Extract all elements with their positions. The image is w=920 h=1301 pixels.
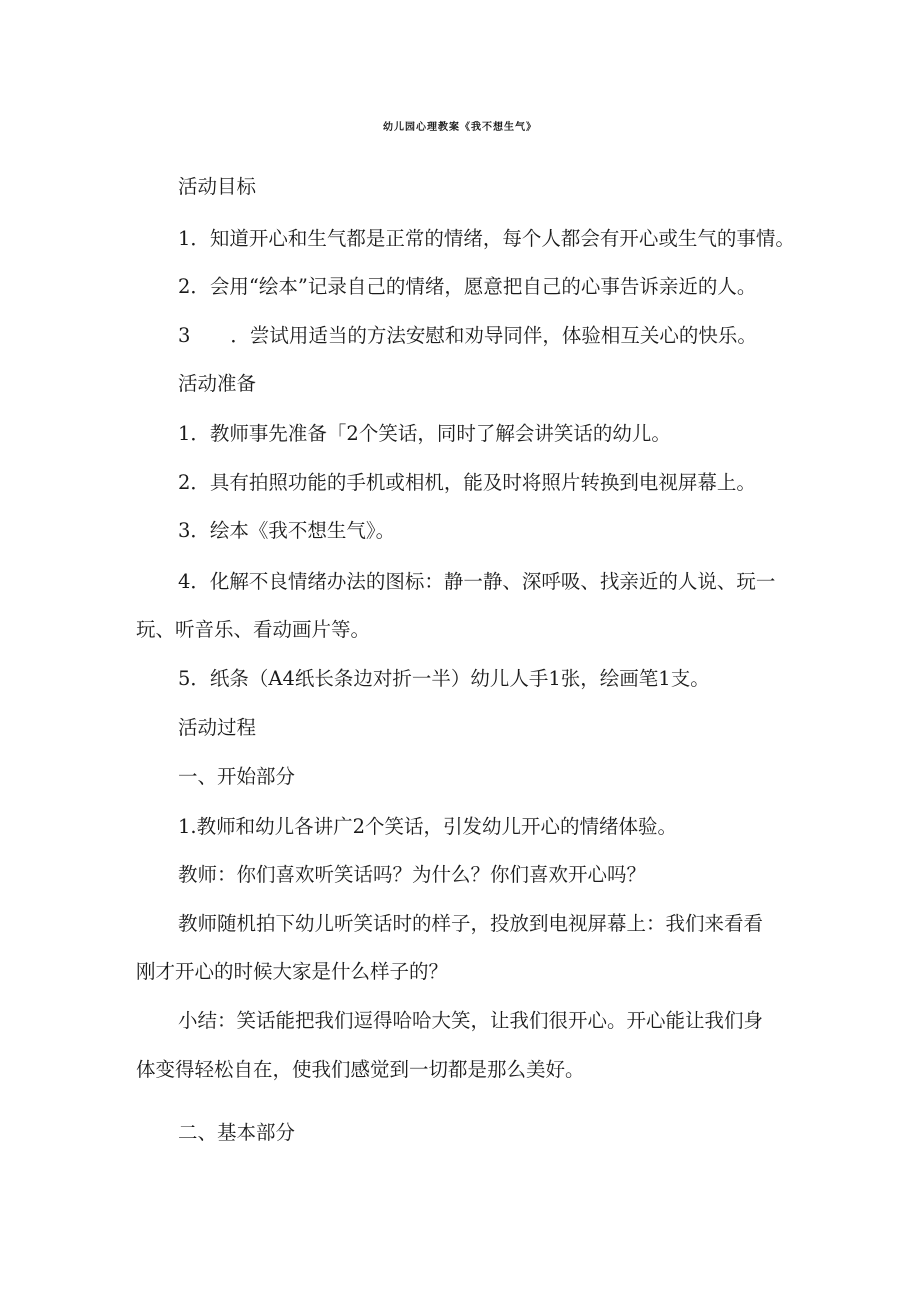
goal-item-3-number: 3 — [178, 324, 191, 347]
teacher-question: 教师：你们喜欢听笑话吗？为什么？你们喜欢开心吗？ — [178, 863, 647, 886]
prep-item-4-line-1: 4．化解不良情绪办法的图标：静一静、深呼吸、找亲近的人说、玩一 — [178, 570, 776, 593]
goal-item-1: 1．知道开心和生气都是正常的情绪，每个人都会有开心或生气的事情。 — [178, 227, 795, 250]
process-heading: 活动过程 — [178, 716, 257, 739]
page-title: 幼儿园心理教案《我不想生气》 — [383, 122, 537, 133]
summary-line-2: 体变得轻松自在，使我们感觉到一切都是那么美好。 — [136, 1058, 585, 1081]
photo-step-line-2: 刚才开心的时候大家是什么样子的？ — [136, 960, 449, 983]
prep-item-2: 2．具有拍照功能的手机或相机，能及时将照片转换到电视屏幕上。 — [178, 471, 756, 494]
goal-item-3 — [178, 323, 757, 349]
goals-heading: 活动目标 — [178, 175, 257, 198]
part-1-item-1: 1.教师和幼儿各讲广2个笑话，引发幼儿开心的情绪体验。 — [178, 815, 678, 838]
prep-item-1: 1．教师事先准备「2个笑话，同时了解会讲笑话的幼儿。 — [178, 422, 671, 445]
part-1-heading: 一、开始部分 — [178, 765, 296, 788]
prep-item-5: 5．纸条（A4纸长条边对折一半）幼儿人手1张，绘画笔1支。 — [178, 667, 710, 690]
goal-item-3-text: ．尝试用适当的方法安慰和劝导同伴，体验相互关心的快乐。 — [230, 324, 757, 347]
prep-heading: 活动准备 — [178, 372, 257, 395]
summary-line-1: 小结：笑话能把我们逗得哈哈大笑，让我们很开心。开心能让我们身 — [178, 1009, 764, 1032]
photo-step-line-1: 教师随机拍下幼儿听笑话时的样子，投放到电视屏幕上：我们来看看 — [178, 912, 764, 935]
part-2-heading: 二、基本部分 — [178, 1121, 296, 1144]
prep-item-4-line-2: 玩、听音乐、看动画片等。 — [136, 618, 371, 641]
goal-item-2: 2．会用“绘本”记录自己的情绪，愿意把自己的心事告诉亲近的人。 — [178, 275, 757, 298]
prep-item-3: 3．绘本《我不想生气》。 — [178, 519, 396, 542]
